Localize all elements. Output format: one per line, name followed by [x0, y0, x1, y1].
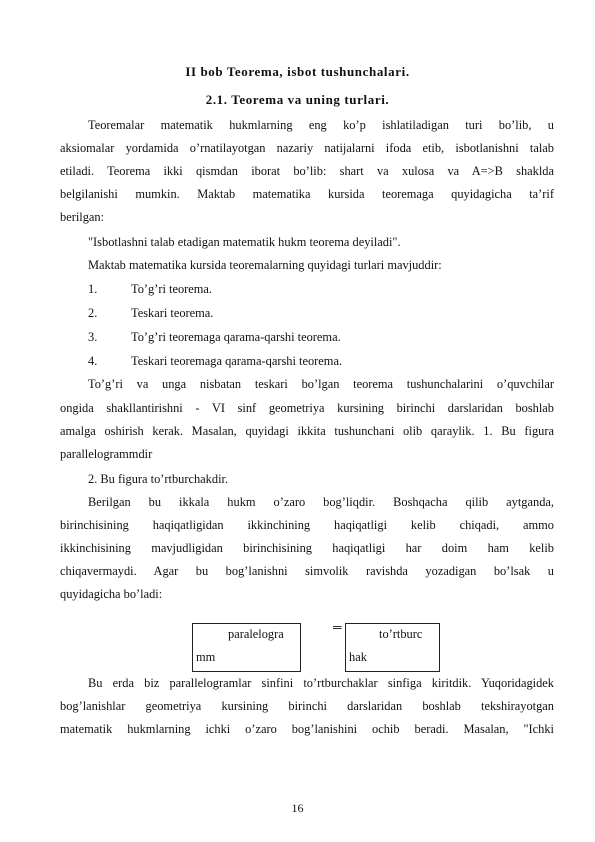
paragraph-line: berilgan:: [60, 210, 105, 224]
box-label: to’rtburc: [379, 627, 423, 641]
chapter-title: II bob Teorema, isbot tushunchalari.: [185, 64, 410, 79]
list-item: Teskari teoremaga qarama-qarshi teorema.: [131, 354, 343, 368]
box-label: hak: [349, 650, 367, 664]
paragraph-line: birinchisining haqiqatligidan ikkinchining haqiqatligi kelib chiqadi, ammo: [60, 518, 554, 532]
implication-arrow: ═: [333, 620, 342, 634]
paragraph-line: parallelogrammdir: [60, 447, 153, 461]
page-number: 16: [291, 801, 304, 815]
paragraph-line: Berilgan bu ikkala hukm o’zaro bog’liqdir. Boshqacha qilib aytganda,: [88, 495, 554, 509]
paragraph-line: amalga oshirish kerak. Masalan, quyidagi ikkita tushunchani olib qaraylik. 1. Bu figura: [60, 424, 554, 438]
box-label: paralelogra: [228, 627, 284, 641]
list-number: 1.: [88, 282, 98, 296]
box-label: mm: [196, 650, 216, 664]
list-intro: Maktab matematika kursida teoremalarning quyidagi turlari mavjuddir:: [88, 258, 442, 272]
definition-quote: "Isbotlashni talab etadigan matematik hukm teorema deyiladi".: [88, 235, 401, 249]
paragraph-line: etiladi. Teorema ikki qismdan iborat bo’lib: shart va xulosa va A=>B shaklda: [60, 164, 554, 178]
paragraph-line: Teoremalar matematik hukmlarning eng ko’p ishlatiladigan turi bo’lib, u: [88, 118, 554, 132]
paragraph-line: ikkinchisining mavjudligidan birinchisining haqiqatligi har doim ham kelib: [60, 541, 554, 555]
paragraph-line: aksiomalar yordamida o’rnatilayotgan nazariy natijalarni ifoda etib, isbotlanishni talab: [60, 141, 554, 155]
paragraph-line: quyidagicha bo’ladi:: [60, 587, 163, 601]
paragraph-line: ongida shakllantirishni - VI sinf geometriya kursining birinchi darslaridan boshlab: [60, 401, 554, 415]
section-title: 2.1. Teorema va uning turlari.: [205, 92, 390, 107]
parallelogram-box: [192, 623, 301, 672]
list-number: 2.: [88, 306, 98, 320]
quadrilateral-box: [345, 623, 440, 672]
paragraph-line: To’g’ri va unga nisbatan teskari bo’lgan teorema tushunchalarini o’quvchilar: [88, 377, 554, 391]
statement-line: 2. Bu figura to’rtburchakdir.: [88, 472, 229, 486]
list-item: Teskari teorema.: [131, 306, 214, 320]
list-item: To’g’ri teoremaga qarama-qarshi teorema.: [131, 330, 341, 344]
paragraph-line: chiqavermaydi. Agar bu bog’lanishni simvolik ravishda yozadigan bo’lsak u: [60, 564, 554, 578]
list-number: 4.: [88, 354, 98, 368]
paragraph-line: matematik hukmlarning ichki o’zaro bog’lanishini ochib beradi. Masalan, "Ichki: [60, 722, 554, 736]
paragraph-line: belgilanishi mumkin. Maktab matematika kursida teoremaga quyidagicha ta’rif: [60, 187, 554, 201]
paragraph-line: Bu erda biz parallelogramlar sinfini to’rtburchaklar sinfiga kiritdik. Yuqoridagidek: [88, 676, 554, 690]
list-number: 3.: [88, 330, 98, 344]
paragraph-line: bog’lanishlar geometriya kursining birinchi darslaridan boshlab tekshirayotgan: [60, 699, 554, 713]
list-item: To’g’ri teorema.: [131, 282, 213, 296]
